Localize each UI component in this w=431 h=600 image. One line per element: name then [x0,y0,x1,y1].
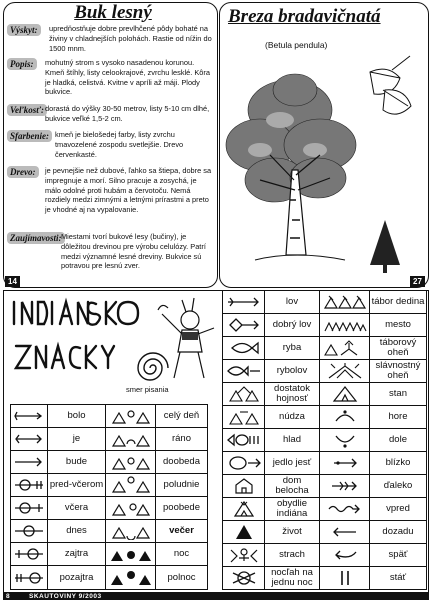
sign-noc-icon [105,542,156,566]
sign-stat-icon [319,566,370,590]
word-lov: lov [264,290,320,314]
section-text-popis: mohutný strom s vysoko nasadenou korunou. Kmeň štíhly, listy celookrajové, zvrchu lesklé. Kôra je hladká, celistvá. Kvitne v apríli až máji. Plody bukvice. [45,58,210,97]
word-obydlie-indiana: obydlie indiána [264,497,320,521]
spiral-icon [138,353,168,380]
sign-noclah-icon [222,566,265,590]
sign-mesto-icon [319,313,370,337]
sign-dostatok-icon [222,382,265,406]
section-text-vyskyt: upredňostňuje dobre prevlhčené pôdy bohaté na živiny v chladnejších polohách. Rastie od nížin do 1500 mnm. [49,24,212,53]
sign-bude-icon [10,450,48,474]
sign-dozadu-icon [319,520,370,544]
sign-slavnostny-ohen-icon [319,359,370,383]
buk-text-block [5,24,217,286]
word-noc: noc [155,542,208,566]
word-dom-belocha: dom belocha [264,474,320,498]
word-slavnostny-ohen: slávnostný oheň [369,359,427,383]
breza-latin-name: (Betula pendula) [265,40,328,50]
word-dobry-lov: dobrý lov [264,313,320,337]
sign-predvcerom-icon [10,473,48,497]
sign-doobeda-icon [105,450,156,474]
word-polnoc: polnoc [155,565,208,590]
word-dole: dole [369,428,427,452]
sign-dom-belocha-icon [222,474,265,498]
word-strach: strach [264,543,320,567]
sign-poludnie-icon [105,473,156,497]
word-dozadu: dozadu [369,520,427,544]
sign-daleko-icon [319,474,370,498]
footer-magazine-name: SKAUTOVINY 9/2003 [29,593,102,600]
word-tabor-dedina: tábor dedina [369,290,427,314]
word-hore: hore [369,405,427,429]
page-number-right: 27 [410,276,425,287]
word-vecer: večer [155,519,208,543]
sign-vcera-icon [10,496,48,520]
word-spat: späť [369,543,427,567]
sign-zivot-icon [222,520,265,544]
word-predvcerom: pred-včerom [47,473,106,497]
sign-nudza-icon [222,405,265,429]
sign-pozajtra-icon [10,565,48,590]
sign-stan-icon [319,382,370,406]
sign-taborovy-ohen-icon [319,336,370,360]
word-daleko: ďaleko [369,474,427,498]
word-hlad: hlad [264,428,320,452]
word-poludnie: poludnie [155,473,208,497]
sign-strach-icon [222,543,265,567]
footer-page-number: 8 [6,593,11,600]
section-label-drevo: Drevo: [7,166,39,178]
sign-lov-icon [222,290,265,314]
word-dnes: dnes [47,519,106,543]
sign-dnes-icon [10,519,48,543]
signs-table-right [222,290,427,590]
sign-bolo-icon [10,404,48,428]
word-noclah: nocľah na jednu noc [264,566,320,590]
word-bude: bude [47,450,106,474]
breza-title: Breza bradavičnatá [228,6,381,27]
word-jedlo: jedlo jesť [264,451,320,475]
word-pozajtra: pozajtra [47,565,106,590]
word-poobede: poobede [155,496,208,520]
sign-tabor-dedina-icon [319,290,370,314]
word-stan: stan [369,382,427,406]
word-cely-den: celý deň [155,404,208,428]
section-text-velkost: dorastá do výšky 30-50 metrov, listy 5-10 cm dlhé, bukvice veľké 1,5-2 cm. [45,104,210,123]
word-je: je [47,427,106,451]
sign-vpred-icon [319,497,370,521]
sign-hore-icon [319,405,370,429]
section-label-zaujimavosti: Zaujímavosti: [7,232,65,244]
sign-cely-den-icon [105,404,156,428]
sign-hlad-icon [222,428,265,452]
magazine-footer [3,593,429,600]
word-rano: ráno [155,427,208,451]
section-label-sfarbenie: Sfarbenie: [7,130,52,142]
word-doobeda: doobeda [155,450,208,474]
smer-pisania-label: smer pisania [126,385,169,394]
word-nudza: núdza [264,405,320,429]
section-label-velkost: Veľkosť: [7,104,47,116]
section-label-popis: Popis: [7,58,37,70]
sign-dole-icon [319,428,370,452]
sign-blizko-icon [319,451,370,475]
sign-dobry-lov-icon [222,313,265,337]
sign-vecer-icon [105,519,156,543]
section-text-zaujimavosti: Miestami tvorí bukové lesy (bučiny), je dôležitou drevinou pre výrobu celulózy. Patrí medzi významné lesné dreviny. Bukvice sú potravou pre lesnú zver. [61,232,206,271]
sign-je-icon [10,427,48,451]
sign-obydlie-indiana-icon [222,497,265,521]
section-text-drevo: je pevnejšie než dubové, ľahko sa štiepa, dobre sa impregnuje a morí. Silno pracuje a zosychá, je málo odolné proti hubám a červotoču. Nemá rozdiely medzi zimnými a letnými prírastmi a preto je vhodné aj na vypalovanie. [45,166,212,215]
page-number-left: 14 [5,276,20,287]
word-taborovy-ohen: táborový oheň [369,336,427,360]
section-label-vyskyt: Výskyt: [7,24,41,36]
sign-rybolov-icon [222,359,265,383]
sign-rano-icon [105,427,156,451]
sign-spat-icon [319,543,370,567]
sign-zajtra-icon [10,542,48,566]
small-tree-icon [370,220,400,273]
birch-leaf-icon [370,56,411,114]
sign-jedlo-icon [222,451,265,475]
word-vpred: vpred [369,497,427,521]
word-zivot: život [264,520,320,544]
word-vcera: včera [47,496,106,520]
signs-table-left [10,404,208,590]
birch-tree-illustration [220,50,425,285]
section-text-sfarbenie: kmeň je bielošedej farby, listy zvrchu tmavozelené zospodu svetlejšie. Drevo červenkasté. [55,130,184,159]
sign-polnoc-icon [105,565,156,590]
word-bolo: bolo [47,404,106,428]
word-zajtra: zajtra [47,542,106,566]
word-rybolov: rybolov [264,359,320,383]
word-blizko: blízko [369,451,427,475]
buk-title: Buk lesný [74,2,152,23]
word-ryba: ryba [264,336,320,360]
sign-poobede-icon [105,496,156,520]
word-dostatok: dostatok hojnosť [264,382,320,406]
sign-ryba-icon [222,336,265,360]
word-mesto: mesto [369,313,427,337]
word-stat: stáť [369,566,427,590]
